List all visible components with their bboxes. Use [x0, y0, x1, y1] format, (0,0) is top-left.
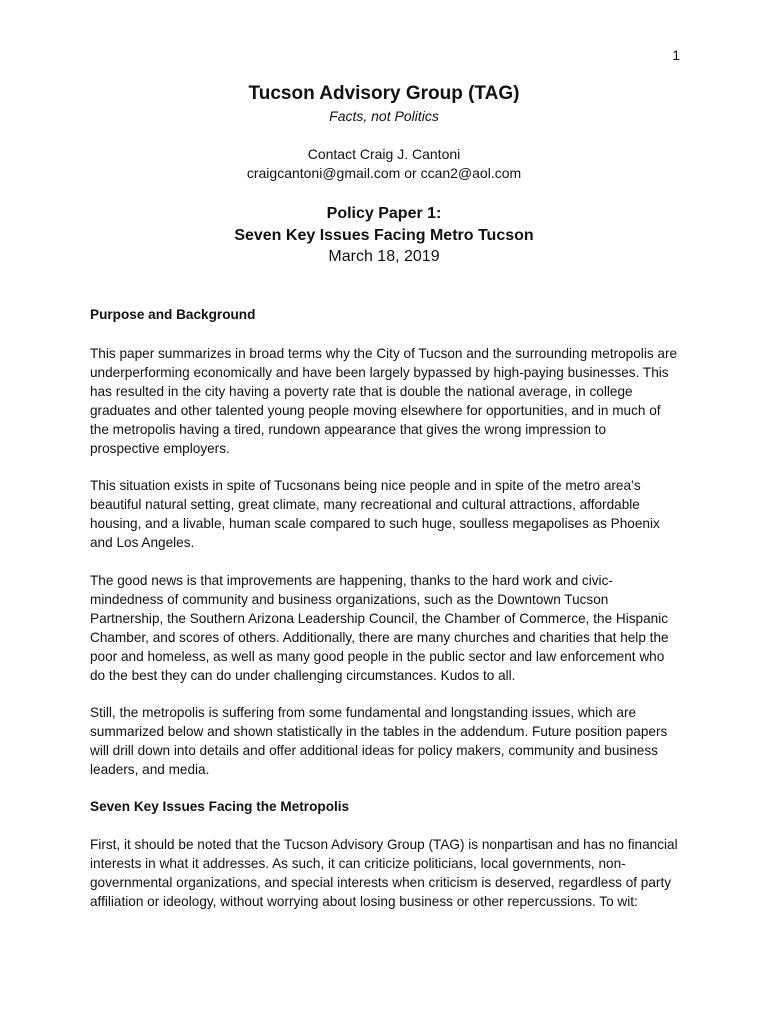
paragraph: First, it should be noted that the Tucson Advisory Group (TAG) is nonpartisan and has no financial interests in what it addresses. As such, it can criticize politicians, local governments, non-governmental organizations, and special interests when criticism is deserved, regardless of party affiliation or ideology, without worrying about losing business or other repercussions. To wit:	[90, 837, 678, 909]
paragraph: Still, the metropolis is suffering from some fundamental and longstanding issues, which are summarized below and shown statistically in the tables in the addendum. Future position papers will drill down into details and offer additional ideas for policy makers, community and business leaders, and media.	[90, 705, 668, 777]
contact-line: Contact Craig J. Cantoni	[307, 146, 461, 162]
page-number: 1	[672, 47, 680, 63]
paragraph: The good news is that improvements are happening, thanks to the hard work and civic-mindedness of community and business organizations, such as the Downtown Tucson Partnership, the Southern Arizona Leadership Council, the Chamber of Commerce, the Hispanic Chamber, and scores of others. Additionally, there are many churches and charities that help the poor and homeless, as well as many good people in the public sector and law enforcement who do the best they can do under challenging circumstances. Kudos to all.	[90, 573, 669, 683]
document-title: Tucson Advisory Group (TAG)	[248, 83, 520, 104]
policy-paper-number: Policy Paper 1:	[326, 205, 442, 222]
section-heading-purpose: Purpose and Background	[90, 307, 256, 322]
section-heading-seven-issues: Seven Key Issues Facing the Metropolis	[90, 799, 350, 814]
paragraph: This paper summarizes in broad terms why the City of Tucson and the surrounding metropolis are underperforming economically and have been largely bypassed by high-paying businesses. This has resulted in the city having a poverty rate that is double the national average, in college graduates and other talented young people moving elsewhere for opportunities, and in much of the metropolis having a tired, rundown appearance that gives the wrong impression to prospective employers.	[90, 346, 678, 456]
contact-emails: craigcantoni@gmail.com or ccan2@aol.com	[246, 165, 522, 181]
policy-paper-title: Seven Key Issues Facing Metro Tucson	[234, 227, 534, 244]
policy-paper-date: March 18, 2019	[328, 248, 440, 265]
tagline: Facts, not Politics	[329, 108, 439, 124]
paragraph: This situation exists in spite of Tucsonans being nice people and in spite of the metro area’s beautiful natural setting, great climate, many recreational and cultural attractions, affordable housing, and a livable, human scale compared to such huge, soulless megapolises as Phoenix and Los Angeles.	[90, 478, 660, 550]
